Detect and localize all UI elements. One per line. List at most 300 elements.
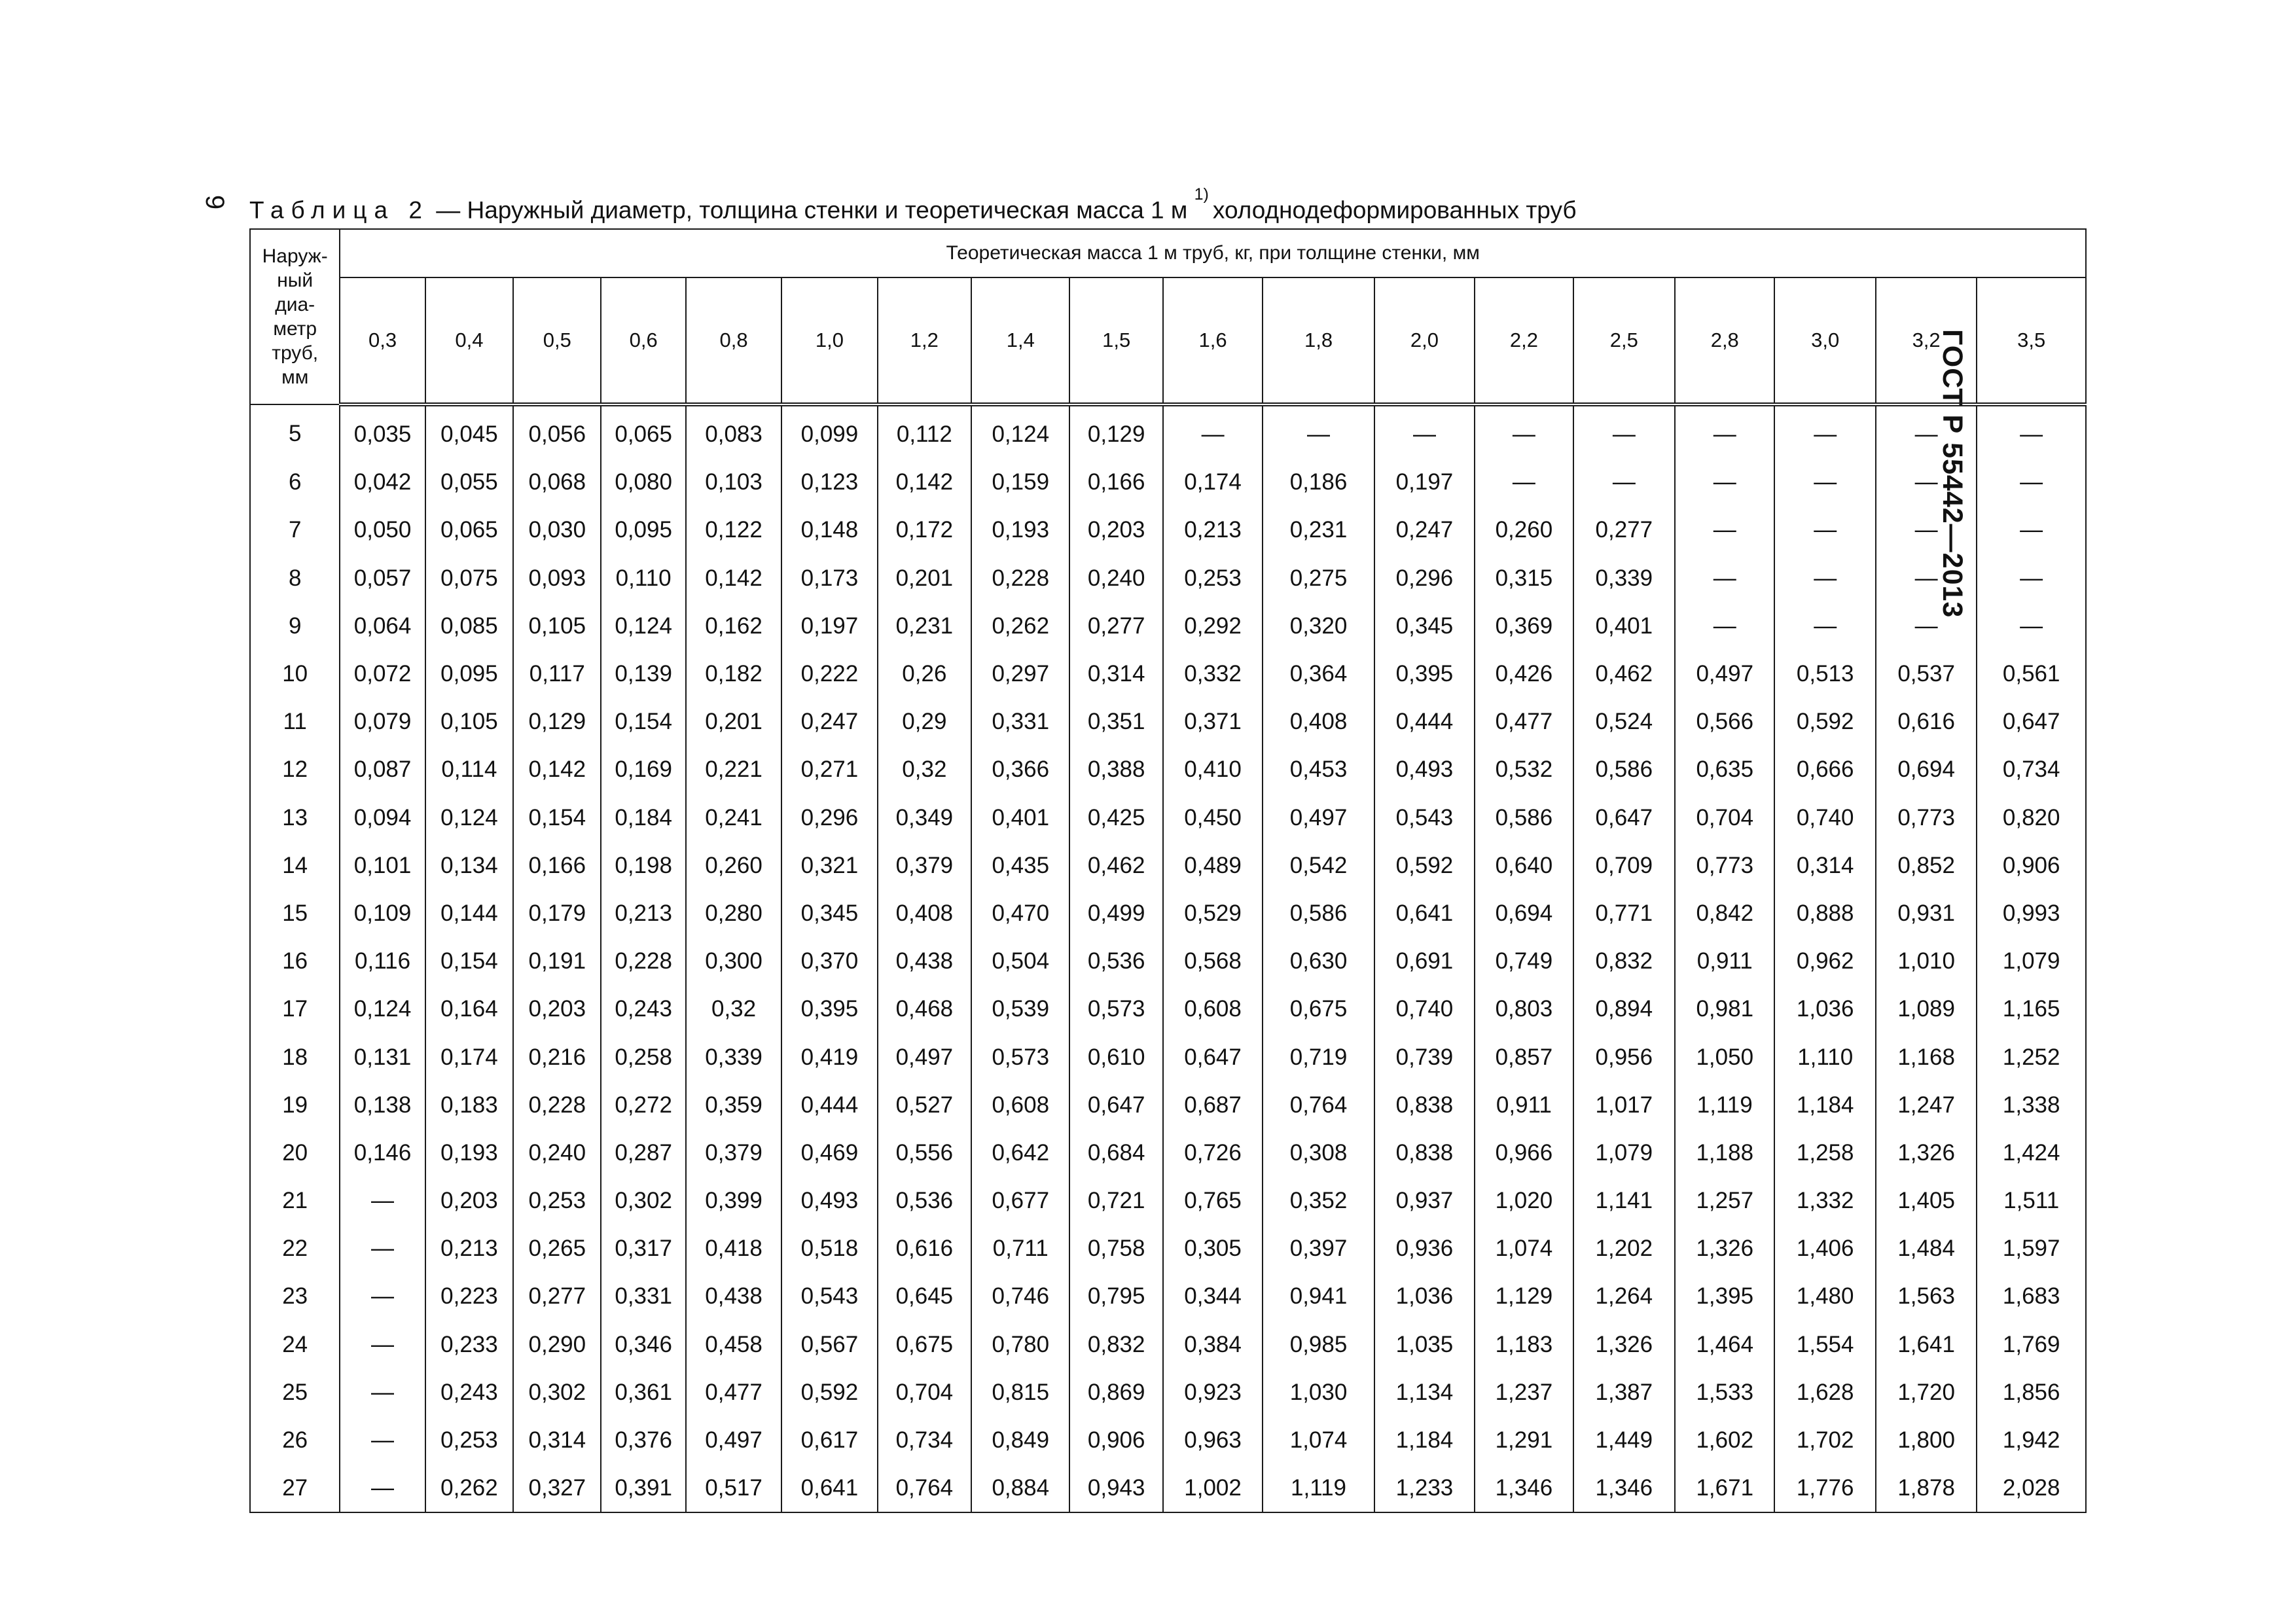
mass-cell: — xyxy=(340,1177,425,1224)
mass-cell: — xyxy=(340,1416,425,1464)
table-body xyxy=(250,404,2086,1512)
mass-cell: — xyxy=(1774,554,1875,602)
table-row xyxy=(250,1416,2086,1464)
mass-cell: 0,099 xyxy=(781,404,877,458)
mass-cell: 1,326 xyxy=(1573,1321,1675,1368)
mass-cell: 0,243 xyxy=(425,1368,513,1416)
mass-cell: 0,963 xyxy=(1163,1416,1263,1464)
mass-cell: 0,469 xyxy=(781,1129,877,1177)
mass-cell: 0,499 xyxy=(1069,889,1162,937)
diameter-cell: 8 xyxy=(250,554,340,602)
mass-cell: 0,093 xyxy=(513,554,601,602)
thickness-header-cell: 0,5 xyxy=(513,277,601,404)
mass-cell: 0,296 xyxy=(1374,554,1475,602)
mass-cell: 0,079 xyxy=(340,698,425,745)
mass-cell: 0,277 xyxy=(1069,602,1162,650)
mass-cell: 0,124 xyxy=(971,404,1069,458)
mass-cell: 0,993 xyxy=(1977,889,2086,937)
mass-cell: 0,384 xyxy=(1163,1321,1263,1368)
table-row xyxy=(250,1129,2086,1177)
mass-cell: 0,339 xyxy=(686,1033,781,1080)
diameter-cell: 16 xyxy=(250,937,340,985)
thickness-header-cell: 0,4 xyxy=(425,277,513,404)
mass-cell: 0,684 xyxy=(1069,1129,1162,1177)
mass-cell: — xyxy=(1374,404,1475,458)
mass-cell: 0,253 xyxy=(425,1416,513,1464)
diameter-cell: 7 xyxy=(250,506,340,554)
table-header-row-top xyxy=(250,229,2086,277)
mass-cell: 1,346 xyxy=(1475,1464,1573,1512)
diameter-cell: 17 xyxy=(250,985,340,1033)
mass-cell: 0,388 xyxy=(1069,745,1162,793)
mass-cell: 0,345 xyxy=(781,889,877,937)
mass-cell: 0,154 xyxy=(513,794,601,842)
mass-cell: 0,198 xyxy=(601,842,685,889)
mass-cell: 0,468 xyxy=(878,985,971,1033)
mass-cell: 0,444 xyxy=(1374,698,1475,745)
mass-cell: 0,894 xyxy=(1573,985,1675,1033)
caption-footnote-mark: 1) xyxy=(1194,185,1209,204)
mass-cell: 0,072 xyxy=(340,650,425,698)
mass-cell: 0,543 xyxy=(1374,794,1475,842)
mass-cell: 1,800 xyxy=(1876,1416,1977,1464)
mass-cell: 0,182 xyxy=(686,650,781,698)
diameter-cell: 21 xyxy=(250,1177,340,1224)
mass-cell: 0,223 xyxy=(425,1272,513,1320)
mass-cell: 0,271 xyxy=(781,745,877,793)
mass-cell: 0,349 xyxy=(878,794,971,842)
mass-cell: 0,592 xyxy=(1374,842,1475,889)
mass-cell: 0,943 xyxy=(1069,1464,1162,1512)
thickness-header-cell: 0,3 xyxy=(340,277,425,404)
thickness-header-cell: 0,6 xyxy=(601,277,685,404)
mass-cell: 0,094 xyxy=(340,794,425,842)
mass-cell: 0,231 xyxy=(878,602,971,650)
mass-cell: 0,292 xyxy=(1163,602,1263,650)
mass-cell: 0,162 xyxy=(686,602,781,650)
mass-cell: 0,687 xyxy=(1163,1081,1263,1129)
mass-cell: 0,803 xyxy=(1475,985,1573,1033)
mass-cell: 0,842 xyxy=(1675,889,1774,937)
mass-cell: 0,726 xyxy=(1163,1129,1263,1177)
mass-cell: 0,425 xyxy=(1069,794,1162,842)
mass-cell: 0,240 xyxy=(513,1129,601,1177)
mass-cell: 0,884 xyxy=(971,1464,1069,1512)
mass-cell: 0,105 xyxy=(425,698,513,745)
mass-cell: 0,056 xyxy=(513,404,601,458)
diameter-cell: 15 xyxy=(250,889,340,937)
mass-cell: 0,247 xyxy=(781,698,877,745)
mass-cell: 0,371 xyxy=(1163,698,1263,745)
mass-cell: 0,166 xyxy=(513,842,601,889)
table-row xyxy=(250,1464,2086,1512)
mass-cell: 0,941 xyxy=(1263,1272,1374,1320)
mass-cell: 0,065 xyxy=(425,506,513,554)
mass-cell: 0,172 xyxy=(878,506,971,554)
thickness-header-cell: 2,2 xyxy=(1475,277,1573,404)
mass-cell: 0,497 xyxy=(686,1416,781,1464)
mass-cell: 0,647 xyxy=(1573,794,1675,842)
mass-cell: 0,050 xyxy=(340,506,425,554)
mass-cell: 1,141 xyxy=(1573,1177,1675,1224)
diameter-header-line: труб, xyxy=(272,342,319,364)
mass-cell: 0,201 xyxy=(878,554,971,602)
mass-cell: 0,721 xyxy=(1069,1177,1162,1224)
mass-cell: 0,193 xyxy=(971,506,1069,554)
mass-cell: 0,635 xyxy=(1675,745,1774,793)
thickness-header-cell: 1,6 xyxy=(1163,277,1263,404)
mass-cell: 0,29 xyxy=(878,698,971,745)
mass-cell: 0,154 xyxy=(601,698,685,745)
mass-cell: — xyxy=(1977,554,2086,602)
mass-cell: 0,608 xyxy=(1163,985,1263,1033)
mass-cell: — xyxy=(1977,404,2086,458)
mass-cell: 0,075 xyxy=(425,554,513,602)
table-row xyxy=(250,794,2086,842)
mass-cell: 0,221 xyxy=(686,745,781,793)
mass-cell: 0,369 xyxy=(1475,602,1573,650)
mass-cell: — xyxy=(1675,458,1774,506)
mass-cell: 0,260 xyxy=(1475,506,1573,554)
diameter-cell: 22 xyxy=(250,1224,340,1272)
mass-cell: 0,418 xyxy=(686,1224,781,1272)
mass-cell: 0,711 xyxy=(971,1224,1069,1272)
mass-cell: — xyxy=(1475,404,1573,458)
mass-cell: 1,030 xyxy=(1263,1368,1374,1416)
mass-cell: 0,532 xyxy=(1475,745,1573,793)
mass-cell: 0,105 xyxy=(513,602,601,650)
mass-cell: 1,002 xyxy=(1163,1464,1263,1512)
mass-cell: 0,148 xyxy=(781,506,877,554)
mass-cell: 0,197 xyxy=(781,602,877,650)
mass-cell: 0,616 xyxy=(878,1224,971,1272)
mass-cell: 0,573 xyxy=(971,1033,1069,1080)
mass-cell: 0,645 xyxy=(878,1272,971,1320)
mass-cell: 1,134 xyxy=(1374,1368,1475,1416)
mass-cell: 0,32 xyxy=(878,745,971,793)
mass-cell: 1,683 xyxy=(1977,1272,2086,1320)
mass-cell: 1,326 xyxy=(1876,1129,1977,1177)
mass-cell: 0,314 xyxy=(1069,650,1162,698)
mass-cell: 0,869 xyxy=(1069,1368,1162,1416)
mass-cell: 0,586 xyxy=(1263,889,1374,937)
mass-cell: 0,838 xyxy=(1374,1129,1475,1177)
mass-cell: 0,174 xyxy=(1163,458,1263,506)
mass-cell: 1,563 xyxy=(1876,1272,1977,1320)
mass-cell: 0,962 xyxy=(1774,937,1875,985)
mass-cell: 1,202 xyxy=(1573,1224,1675,1272)
mass-cell: 0,906 xyxy=(1977,842,2086,889)
thickness-header-row xyxy=(250,277,2086,404)
mass-cell: 0,253 xyxy=(1163,554,1263,602)
mass-cell: 1,769 xyxy=(1977,1321,2086,1368)
mass-cell: 0,566 xyxy=(1675,698,1774,745)
mass-cell: 0,719 xyxy=(1263,1033,1374,1080)
mass-cell: 0,536 xyxy=(1069,937,1162,985)
table-row xyxy=(250,506,2086,554)
mass-cell: — xyxy=(1876,506,1977,554)
mass-cell: 0,537 xyxy=(1876,650,1977,698)
diameter-cell: 11 xyxy=(250,698,340,745)
mass-cell: 0,203 xyxy=(1069,506,1162,554)
mass-cell: 0,327 xyxy=(513,1464,601,1512)
mass-cell: 0,216 xyxy=(513,1033,601,1080)
mass-cell: 0,191 xyxy=(513,937,601,985)
mass-cell: 0,262 xyxy=(971,602,1069,650)
mass-cell: 0,320 xyxy=(1263,602,1374,650)
mass-cell: 1,010 xyxy=(1876,937,1977,985)
mass-cell: 0,085 xyxy=(425,602,513,650)
mass-cell: 0,529 xyxy=(1163,889,1263,937)
mass-cell: 1,387 xyxy=(1573,1368,1675,1416)
mass-cell: 0,435 xyxy=(971,842,1069,889)
mass-cell: 0,042 xyxy=(340,458,425,506)
mass-cell: 0,820 xyxy=(1977,794,2086,842)
mass-cell: 0,773 xyxy=(1876,794,1977,842)
mass-cell: 0,164 xyxy=(425,985,513,1033)
mass-cell: 1,035 xyxy=(1374,1321,1475,1368)
mass-cell: 0,154 xyxy=(425,937,513,985)
mass-cell: 0,477 xyxy=(1475,698,1573,745)
thickness-header-cell: 3,2 xyxy=(1876,277,1977,404)
mass-cell: 0,956 xyxy=(1573,1033,1675,1080)
mass-cell: 1,074 xyxy=(1263,1416,1374,1464)
mass-cell: 1,484 xyxy=(1876,1224,1977,1272)
mass-cell: 0,857 xyxy=(1475,1033,1573,1080)
mass-cell: 0,666 xyxy=(1774,745,1875,793)
mass-cell: — xyxy=(1675,554,1774,602)
mass-cell: — xyxy=(1573,458,1675,506)
mass-cell: 0,573 xyxy=(1069,985,1162,1033)
thickness-header-cell: 2,5 xyxy=(1573,277,1675,404)
mass-cell: 0,450 xyxy=(1163,794,1263,842)
mass-cell: 0,144 xyxy=(425,889,513,937)
mass-cell: 0,213 xyxy=(425,1224,513,1272)
mass-cell: 1,237 xyxy=(1475,1368,1573,1416)
table-row xyxy=(250,650,2086,698)
mass-cell: 0,201 xyxy=(686,698,781,745)
mass-cell: 0,247 xyxy=(1374,506,1475,554)
mass-cell: 0,134 xyxy=(425,842,513,889)
mass-cell: 0,539 xyxy=(971,985,1069,1033)
mass-cell: 0,193 xyxy=(425,1129,513,1177)
mass-cell: 0,068 xyxy=(513,458,601,506)
mass-cell: 0,937 xyxy=(1374,1177,1475,1224)
diameter-cell: 5 xyxy=(250,404,340,458)
mass-cell: 0,740 xyxy=(1774,794,1875,842)
thickness-header-cell: 3,0 xyxy=(1774,277,1875,404)
mass-cell: 0,183 xyxy=(425,1081,513,1129)
mass-cell: 0,197 xyxy=(1374,458,1475,506)
mass-cell: 0,174 xyxy=(425,1033,513,1080)
mass-cell: 0,352 xyxy=(1263,1177,1374,1224)
mass-cell: 0,497 xyxy=(1675,650,1774,698)
mass-cell: 0,314 xyxy=(1774,842,1875,889)
table-row xyxy=(250,554,2086,602)
mass-cell: 1,856 xyxy=(1977,1368,2086,1416)
mass-cell: 0,277 xyxy=(1573,506,1675,554)
mass-cell: 0,438 xyxy=(686,1272,781,1320)
table-row xyxy=(250,458,2086,506)
mass-cell: 0,462 xyxy=(1069,842,1162,889)
mass-cell: 1,050 xyxy=(1675,1033,1774,1080)
mass-cell: 0,691 xyxy=(1374,937,1475,985)
mass-cell: 0,095 xyxy=(425,650,513,698)
mass-cell: 0,764 xyxy=(878,1464,971,1512)
mass-cell: 0,203 xyxy=(513,985,601,1033)
thickness-header-cell: 1,4 xyxy=(971,277,1069,404)
mass-cell: 0,543 xyxy=(781,1272,877,1320)
diameter-cell: 26 xyxy=(250,1416,340,1464)
mass-cell: 0,116 xyxy=(340,937,425,985)
mass-cell: 0,616 xyxy=(1876,698,1977,745)
mass-cell: 0,290 xyxy=(513,1321,601,1368)
diameter-cell: 24 xyxy=(250,1321,340,1368)
mass-cell: 0,302 xyxy=(513,1368,601,1416)
mass-cell: 0,401 xyxy=(1573,602,1675,650)
mass-cell: 0,351 xyxy=(1069,698,1162,745)
mass-cell: 1,036 xyxy=(1374,1272,1475,1320)
mass-cell: 1,168 xyxy=(1876,1033,1977,1080)
mass-cell: 0,213 xyxy=(601,889,685,937)
mass-cell: 0,035 xyxy=(340,404,425,458)
diameter-cell: 6 xyxy=(250,458,340,506)
diameter-column-header xyxy=(250,229,340,404)
table-row xyxy=(250,1033,2086,1080)
mass-cell: 1,395 xyxy=(1675,1272,1774,1320)
mass-cell: 1,017 xyxy=(1573,1081,1675,1129)
mass-cell: 0,308 xyxy=(1263,1129,1374,1177)
mass-cell: 0,379 xyxy=(878,842,971,889)
mass-cell: 0,142 xyxy=(686,554,781,602)
mass-cell: 0,173 xyxy=(781,554,877,602)
mass-cell: 0,849 xyxy=(971,1416,1069,1464)
mass-cell: 0,586 xyxy=(1573,745,1675,793)
mass-cell: 0,911 xyxy=(1475,1081,1573,1129)
mass-cell: 0,408 xyxy=(878,889,971,937)
mass-cell: 1,597 xyxy=(1977,1224,2086,1272)
mass-cell: 0,709 xyxy=(1573,842,1675,889)
mass-cell: 0,231 xyxy=(1263,506,1374,554)
mass-cell: 0,966 xyxy=(1475,1129,1573,1177)
mass-cell: 1,183 xyxy=(1475,1321,1573,1368)
mass-cell: 0,647 xyxy=(1163,1033,1263,1080)
mass-cell: 1,079 xyxy=(1977,937,2086,985)
mass-cell: 0,838 xyxy=(1374,1081,1475,1129)
mass-cell: 1,332 xyxy=(1774,1177,1875,1224)
table-caption xyxy=(249,186,1577,223)
mass-cell: 1,338 xyxy=(1977,1081,2086,1129)
mass-cell: 0,262 xyxy=(425,1464,513,1512)
mass-cell: 0,305 xyxy=(1163,1224,1263,1272)
mass-cell: 1,020 xyxy=(1475,1177,1573,1224)
mass-cell: 0,159 xyxy=(971,458,1069,506)
mass-cell: 0,166 xyxy=(1069,458,1162,506)
mass-cell: 0,095 xyxy=(601,506,685,554)
mass-cell: 0,124 xyxy=(601,602,685,650)
mass-cell: 1,079 xyxy=(1573,1129,1675,1177)
mass-cell: 0,401 xyxy=(971,794,1069,842)
mass-cell: 0,981 xyxy=(1675,985,1774,1033)
mass-cell: — xyxy=(340,1272,425,1320)
mass-cell: 0,331 xyxy=(601,1272,685,1320)
mass-cell: 0,123 xyxy=(781,458,877,506)
mass-cell: 0,030 xyxy=(513,506,601,554)
mass-cell: — xyxy=(340,1464,425,1512)
mass-cell: 0,142 xyxy=(513,745,601,793)
mass-cell: 0,694 xyxy=(1876,745,1977,793)
thickness-header-cell: 2,8 xyxy=(1675,277,1774,404)
mass-cell: 1,291 xyxy=(1475,1416,1573,1464)
diameter-cell: 14 xyxy=(250,842,340,889)
mass-cell: 0,057 xyxy=(340,554,425,602)
mass-cell: — xyxy=(1774,458,1875,506)
mass-cell: 0,317 xyxy=(601,1224,685,1272)
mass-cell: — xyxy=(1675,506,1774,554)
table-row xyxy=(250,1177,2086,1224)
mass-cell: 0,179 xyxy=(513,889,601,937)
mass-cell: 0,297 xyxy=(971,650,1069,698)
mass-cell: 0,296 xyxy=(781,794,877,842)
mass-cell: 0,114 xyxy=(425,745,513,793)
mass-cell: 0,399 xyxy=(686,1177,781,1224)
mass-cell: 0,142 xyxy=(878,458,971,506)
mass-cell: 0,265 xyxy=(513,1224,601,1272)
mass-cell: 0,370 xyxy=(781,937,877,985)
mass-cell: 0,110 xyxy=(601,554,685,602)
mass-cell: 1,165 xyxy=(1977,985,2086,1033)
mass-cell: 0,568 xyxy=(1163,937,1263,985)
mass-cell: 0,911 xyxy=(1675,937,1774,985)
mass-cell: 0,931 xyxy=(1876,889,1977,937)
mass-cell: 1,188 xyxy=(1675,1129,1774,1177)
mass-cell: 0,321 xyxy=(781,842,877,889)
mass-cell: 0,556 xyxy=(878,1129,971,1177)
mass-cell: 0,923 xyxy=(1163,1368,1263,1416)
mass-cell: 1,264 xyxy=(1573,1272,1675,1320)
mass-cell: — xyxy=(1675,404,1774,458)
mass-cell: 0,647 xyxy=(1069,1081,1162,1129)
mass-cell: 1,252 xyxy=(1977,1033,2086,1080)
table-row xyxy=(250,1272,2086,1320)
mass-cell: 0,462 xyxy=(1573,650,1675,698)
mass-cell: 1,258 xyxy=(1774,1129,1875,1177)
mass-cell: 0,359 xyxy=(686,1081,781,1129)
mass-cell: 0,734 xyxy=(1977,745,2086,793)
mass-cell: 1,424 xyxy=(1977,1129,2086,1177)
mass-cell: 0,129 xyxy=(513,698,601,745)
diameter-cell: 10 xyxy=(250,650,340,698)
mass-cell: 1,449 xyxy=(1573,1416,1675,1464)
mass-cell: 1,511 xyxy=(1977,1177,2086,1224)
table-row xyxy=(250,1081,2086,1129)
mass-cell: 0,675 xyxy=(878,1321,971,1368)
mass-cell: 0,275 xyxy=(1263,554,1374,602)
table-row xyxy=(250,1321,2086,1368)
thickness-header-cell: 3,5 xyxy=(1977,277,2086,404)
diameter-cell: 13 xyxy=(250,794,340,842)
mass-cell: 0,361 xyxy=(601,1368,685,1416)
mass-cell: — xyxy=(1876,602,1977,650)
mass-cell: 0,065 xyxy=(601,404,685,458)
mass-cell: 0,109 xyxy=(340,889,425,937)
mass-cell: 0,260 xyxy=(686,842,781,889)
mass-cell: 0,764 xyxy=(1263,1081,1374,1129)
mass-cell: 1,074 xyxy=(1475,1224,1573,1272)
mass-cell: 0,780 xyxy=(971,1321,1069,1368)
diameter-cell: 18 xyxy=(250,1033,340,1080)
mass-cell: 0,112 xyxy=(878,404,971,458)
